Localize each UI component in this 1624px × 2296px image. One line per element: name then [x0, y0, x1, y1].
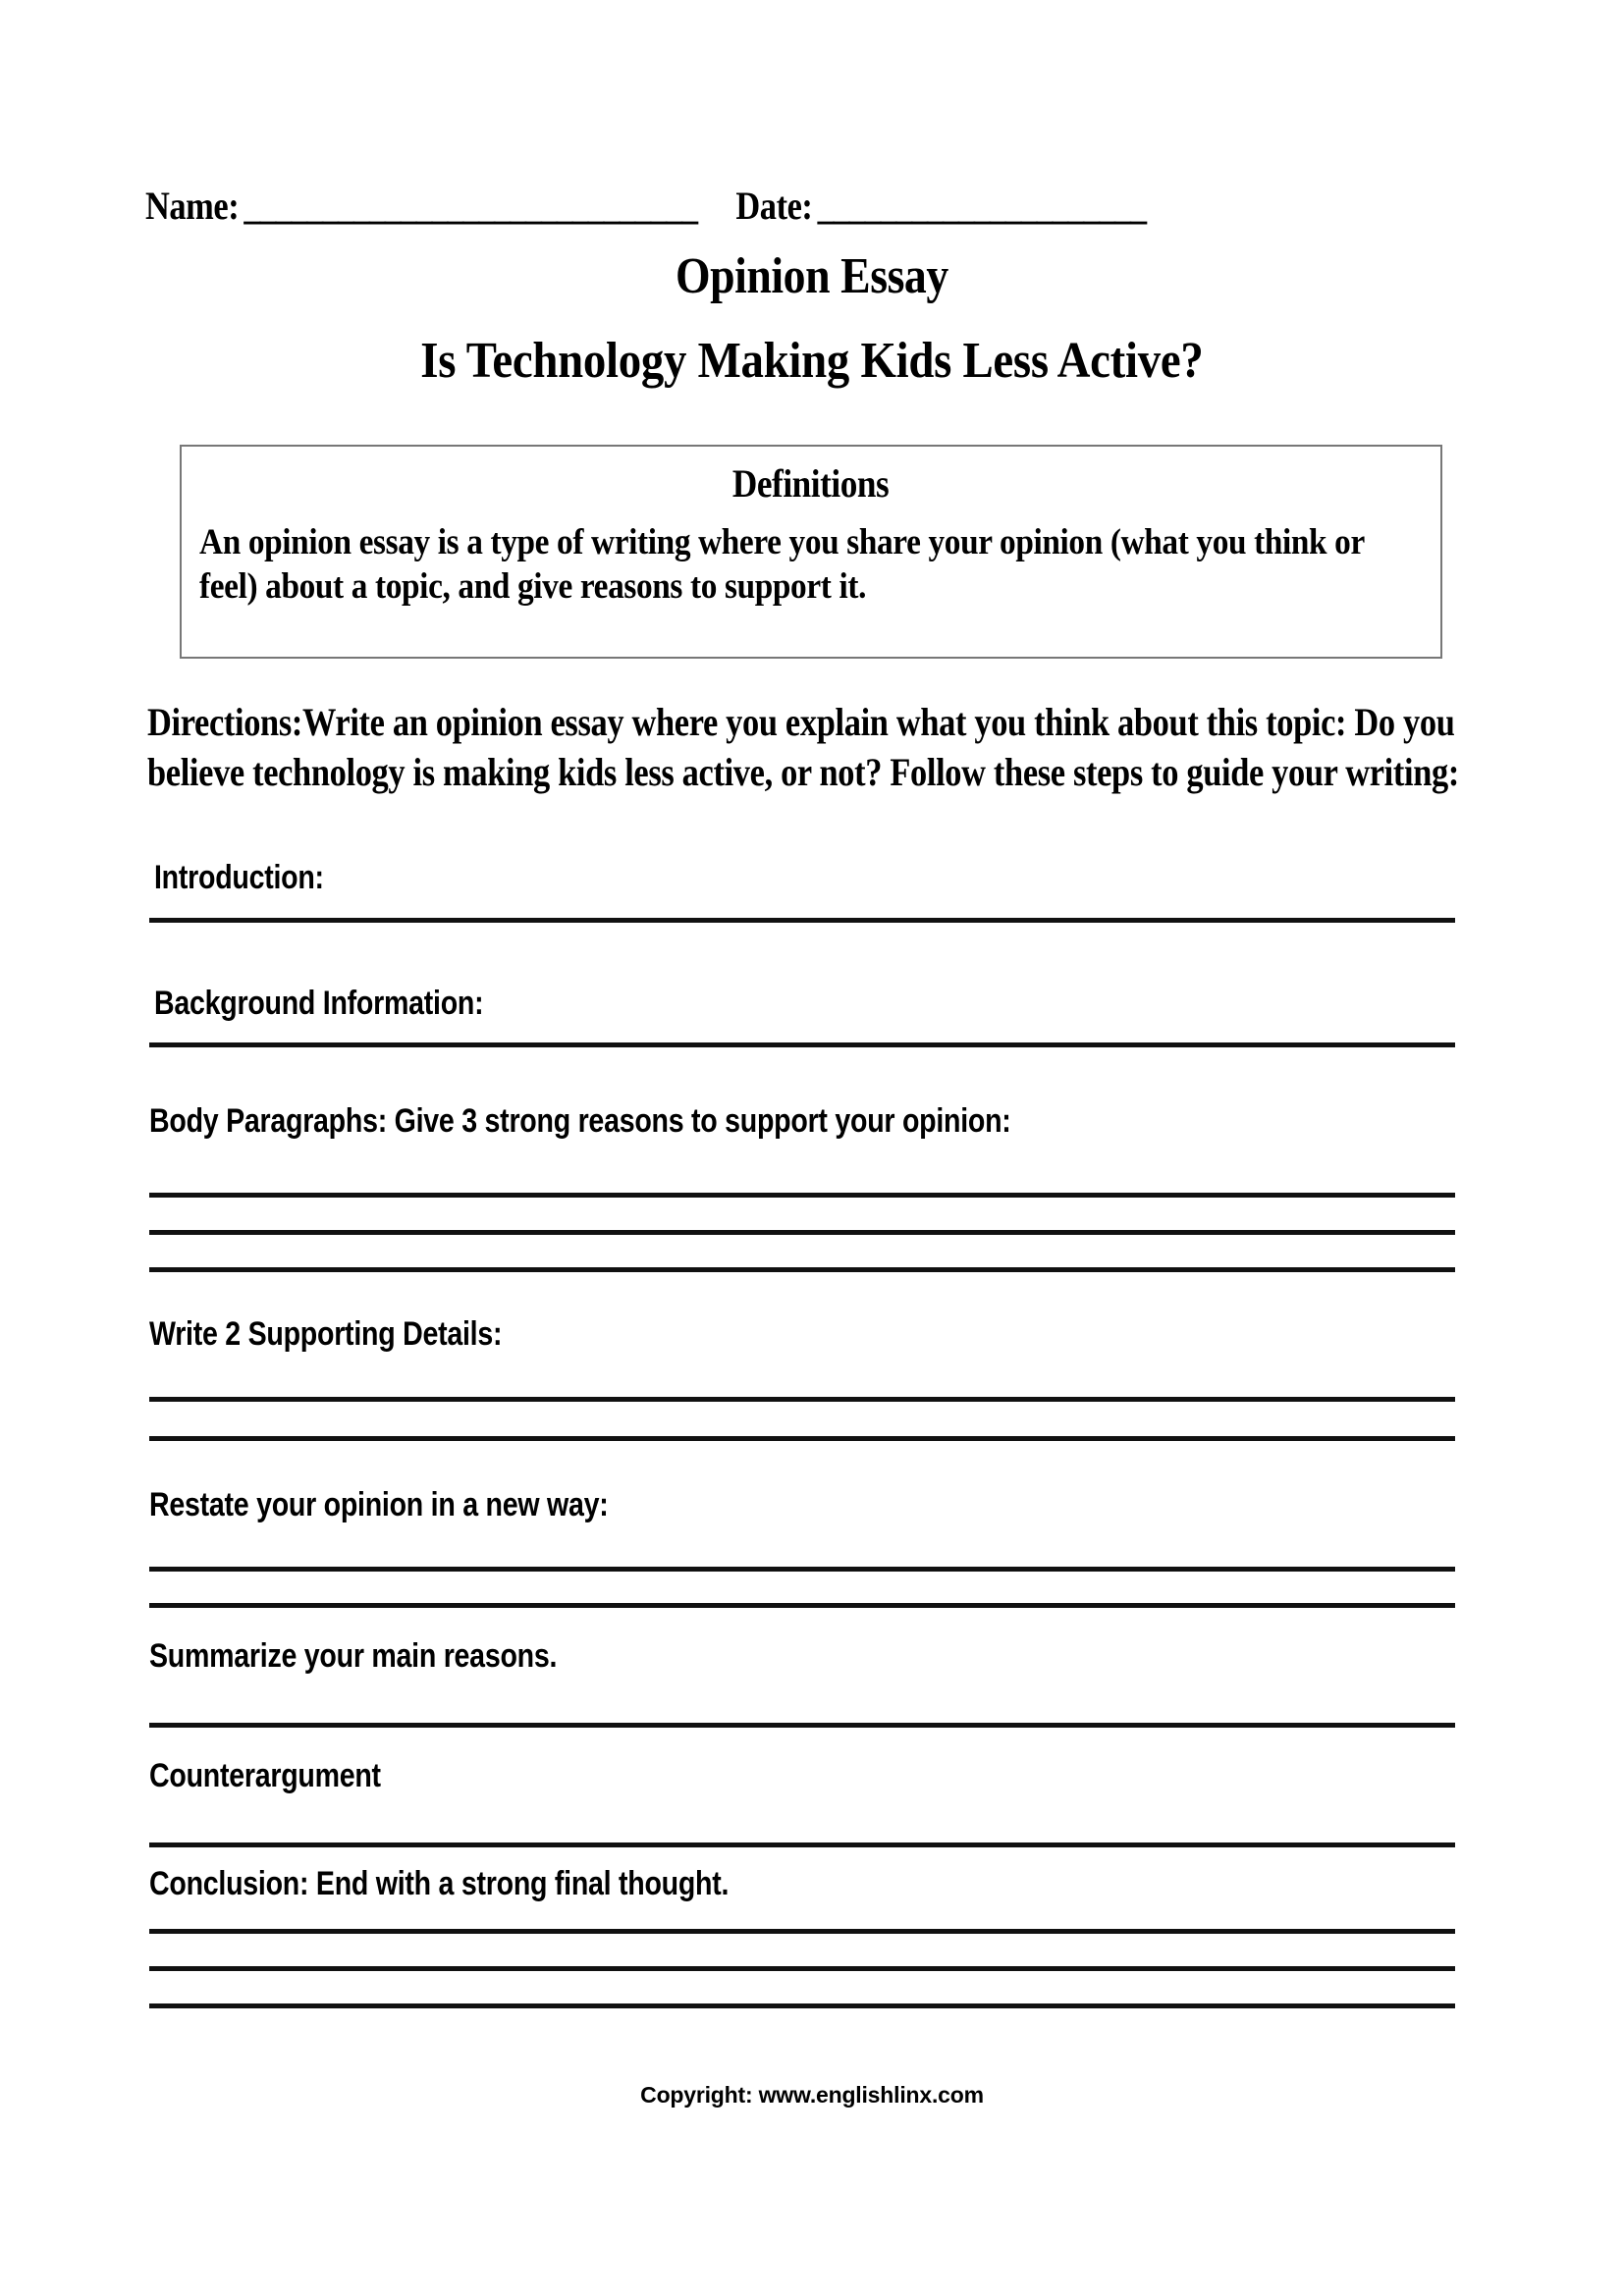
section-label-text: Write 2 Supporting Details: [149, 1315, 503, 1353]
worksheet-subtitle-text: Is Technology Making Kids Less Active? [420, 333, 1204, 389]
section-label-text: Summarize your main reasons. [149, 1637, 558, 1675]
section-label-7 [149, 1757, 425, 1795]
copyright-footer: Copyright: www.englishlinx.com [640, 2082, 984, 2108]
section-label-4 [149, 1315, 569, 1354]
section-label-1 [154, 859, 356, 897]
section-label-text: Counterargument [149, 1757, 381, 1794]
writing-line[interactable] [149, 1567, 1455, 1572]
worksheet-subtitle [0, 332, 1624, 390]
writing-line[interactable] [149, 1230, 1455, 1235]
section-label-text: Introduction: [154, 859, 324, 896]
directions-text: Directions:Write an opinion essay where you explain what you think about this topic: Do you believe technology is making kids less active, or not? Follow these steps to guide your writing: [147, 700, 1459, 795]
writing-line[interactable] [149, 2003, 1455, 2008]
definitions-heading [182, 460, 1440, 507]
date-blank-line[interactable]: _____________________ [817, 184, 1146, 228]
writing-line[interactable] [149, 1436, 1455, 1441]
name-label: Name: [145, 184, 240, 228]
writing-line[interactable] [149, 1842, 1455, 1847]
writing-line[interactable] [149, 1966, 1455, 1971]
section-label-5 [149, 1486, 696, 1524]
writing-line[interactable] [149, 1397, 1455, 1402]
writing-line[interactable] [149, 1193, 1455, 1198]
section-label-3 [149, 1102, 1175, 1141]
section-label-text: Body Paragraphs: Give 3 strong reasons to support your opinion: [149, 1102, 1011, 1140]
worksheet-title-text: Opinion Essay [676, 248, 948, 304]
directions-paragraph [147, 697, 1522, 797]
writing-line[interactable] [149, 1603, 1455, 1608]
section-label-text: Restate your opinion in a new way: [149, 1486, 609, 1523]
writing-line[interactable] [149, 1267, 1455, 1272]
writing-line[interactable] [149, 1042, 1455, 1047]
writing-line[interactable] [149, 1929, 1455, 1934]
definitions-body-text: An opinion essay is a type of writing where you share your opinion (what you think or feel) about a topic, and give reasons to support it. [199, 522, 1365, 608]
section-label-text: Conclusion: End with a strong final thought. [149, 1865, 730, 1902]
section-label-text: Background Information: [154, 985, 484, 1022]
section-label-8 [149, 1865, 839, 1903]
definitions-box [180, 445, 1442, 659]
definitions-body [182, 507, 1440, 609]
name-blank-line[interactable]: _____________________________ [244, 184, 697, 228]
date-label: Date: [735, 184, 813, 228]
definitions-heading-text: Definitions [732, 461, 890, 506]
section-label-6 [149, 1637, 634, 1676]
worksheet-title [0, 247, 1624, 305]
writing-line[interactable] [149, 918, 1455, 923]
section-label-2 [154, 985, 546, 1023]
name-date-row [145, 183, 1234, 229]
writing-line[interactable] [149, 1723, 1455, 1728]
